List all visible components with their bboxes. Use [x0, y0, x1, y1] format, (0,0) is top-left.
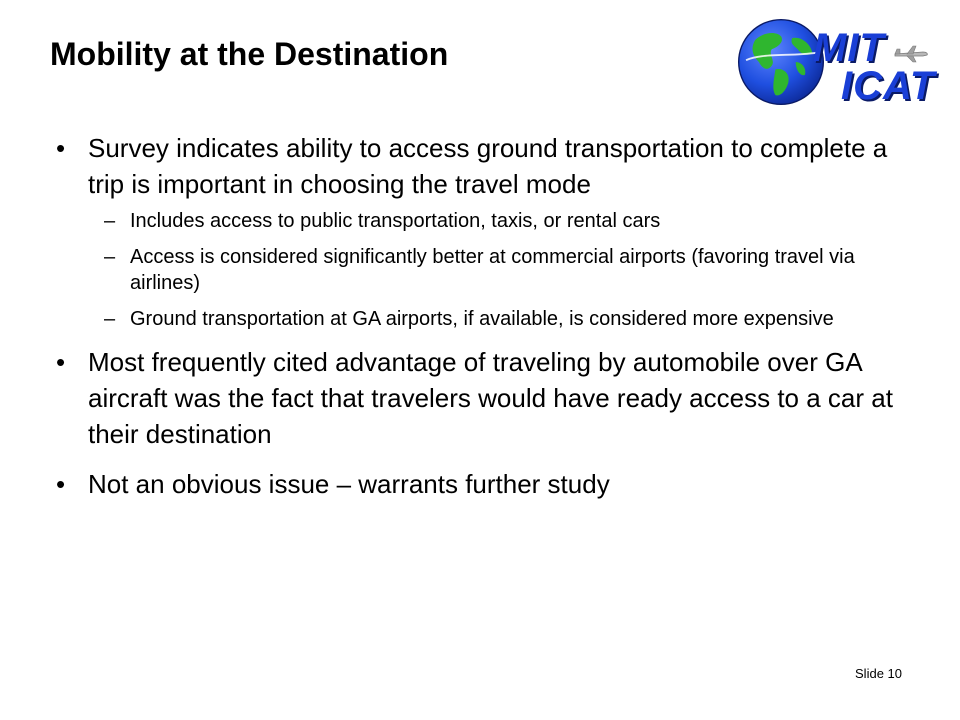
sub-bullet-item [50, 244, 930, 296]
slide-content [50, 130, 930, 506]
bullet-marker: • [56, 133, 66, 163]
sub-bullet-item [50, 306, 930, 332]
bullet-text: Not an obvious issue – warrants further study [88, 469, 610, 499]
slide-number: Slide 10 [855, 666, 902, 681]
sub-bullet-text: Ground transportation at GA airports, if available, is considered more expensive [130, 308, 834, 330]
bullet-item [50, 466, 930, 502]
sub-bullet-marker: – [104, 308, 116, 330]
sub-bullet-marker: – [104, 246, 116, 268]
sub-bullet-marker: – [104, 210, 116, 232]
sub-bullet-text: Access is considered significantly better at commercial airports (favoring travel via airlines) [130, 246, 855, 294]
sub-bullet-text: Includes access to public transportation, taxis, or rental cars [130, 210, 661, 232]
bullet-text: Most frequently cited advantage of traveling by automobile over GA aircraft was the fact that travelers would have ready access to a car at their destination [88, 347, 893, 449]
bullet-text: Survey indicates ability to access ground transportation to complete a trip is important in choosing the travel mode [88, 133, 888, 199]
airplane-icon [893, 44, 929, 64]
logo-text-mit: MIT [813, 26, 885, 70]
bullet-marker: • [56, 469, 66, 499]
logo-text-icat: ICAT [841, 64, 936, 108]
bullet-item [50, 130, 930, 202]
bullet-marker: • [56, 347, 66, 377]
mit-icat-logo [733, 14, 936, 110]
sub-bullet-item [50, 208, 930, 234]
sub-bullet-list [50, 208, 930, 332]
slide-title: Mobility at the Destination [50, 36, 449, 72]
bullet-item [50, 344, 930, 452]
